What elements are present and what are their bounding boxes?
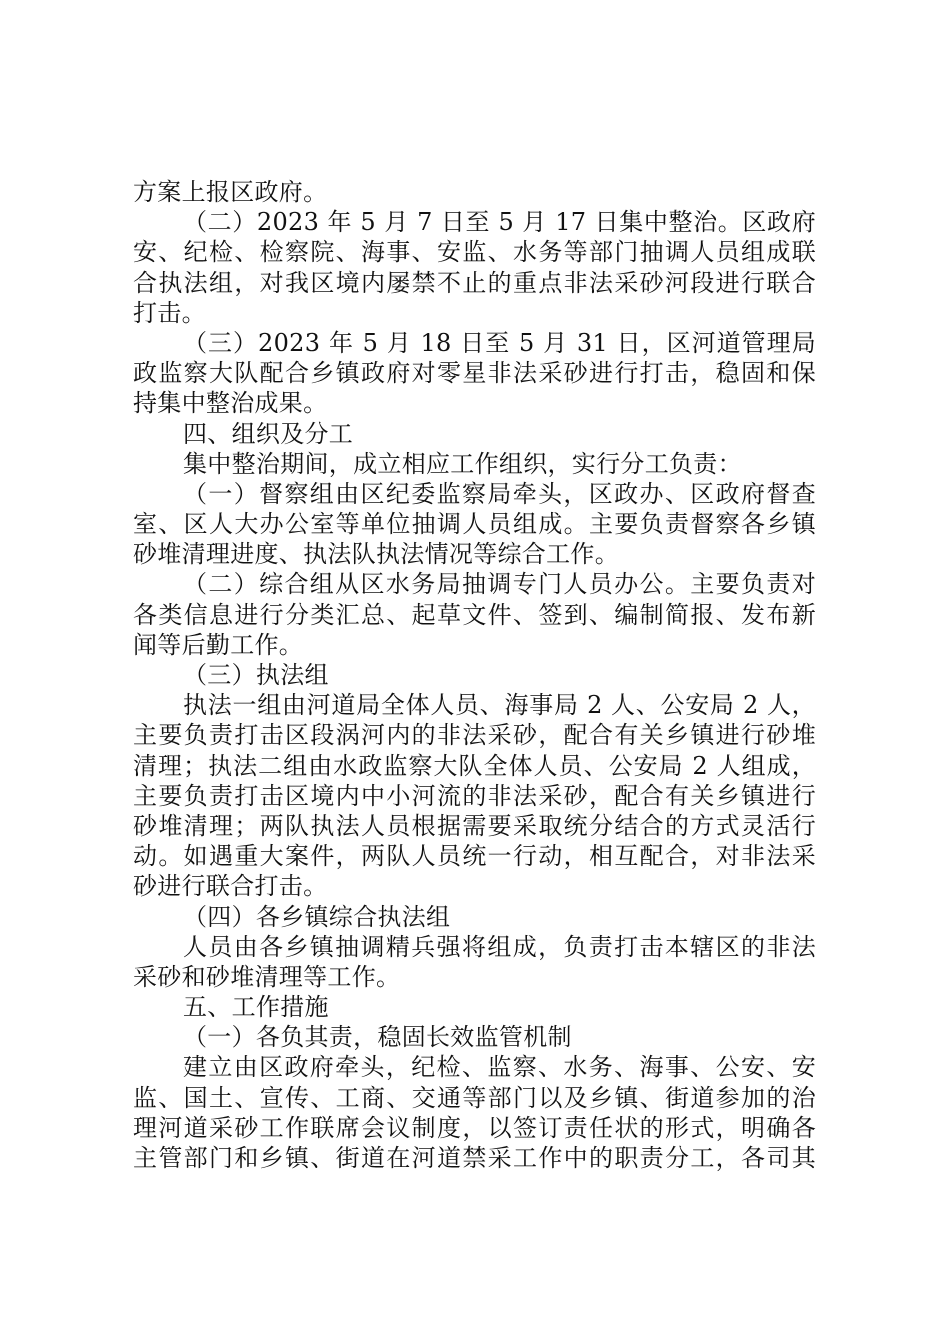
text-line: 理河道采砂工作联席会议制度，以签订责任状的形式，明确各 [133,1113,816,1142]
text-line: 砂进行联合打击。 [133,872,328,901]
text-line: 砂堆清理；两队执法人员根据需要采取统分结合的方式灵活行 [133,811,816,840]
text-line: 清理；执法二组由水政监察大队全体人员、公安局 2 人组成， [133,751,816,780]
text-line: 主要负责打击区境内中小河流的非法采砂，配合有关乡镇进行 [133,781,816,810]
text-line: 四、组织及分工 [183,419,354,448]
text-line: 主要负责打击区段涡河内的非法采砂，配合有关乡镇进行砂堆 [133,721,816,750]
text-line: 安、纪检、检察院、海事、安监、水务等部门抽调人员组成联 [133,238,816,267]
text-line: 打击。 [133,298,206,327]
text-line: 持集中整治成果。 [133,389,328,418]
text-line: 人员由各乡镇抽调精兵强将组成，负责打击本辖区的非法 [183,932,816,961]
text-line: 方案上报区政府。 [133,178,328,206]
text-line: 集中整治期间，成立相应工作组织，实行分工负责： [183,449,742,478]
text-line: （三）2023 年 5 月 18 日至 5 月 31 日，区河道管理局 [183,328,816,357]
text-line: 采砂和砂堆清理等工作。 [133,962,401,991]
text-line: 主管部门和乡镇、街道在河道禁采工作中的职责分工，各司其 [133,1144,816,1172]
text-line: 合执法组，对我区境内屡禁不止的重点非法采砂河段进行联合 [133,268,816,297]
text-line: （一）督察组由区纪委监察局牵头，区政办、区政府督查 [183,479,816,508]
text-line: 五、工作措施 [183,993,329,1022]
text-line: （一）各负其责，稳固长效监管机制 [183,1023,572,1052]
text-line: 各类信息进行分类汇总、起草文件、签到、编制简报、发布新 [133,600,816,629]
text-line: （三）执法组 [183,661,329,689]
text-line: 执法一组由河道局全体人员、海事局 2 人、公安局 2 人， [183,691,816,720]
text-line: 监、国土、宣传、工商、交通等部门以及乡镇、街道参加的治 [133,1083,816,1112]
text-line: （二）2023 年 5 月 7 日至 5 月 17 日集中整治。区政府 [183,208,816,237]
text-line: （四）各乡镇综合执法组 [183,902,451,931]
text-line: 闻等后勤工作。 [133,630,304,659]
document-body [133,177,816,1173]
text-line: （二）综合组从区水务局抽调专门人员办公。主要负责对 [183,570,816,599]
text-line: 建立由区政府牵头，纪检、监察、水务、海事、公安、安 [183,1053,816,1082]
text-line: 动。如遇重大案件，两队人员统一行动，相互配合，对非法采 [133,842,816,871]
text-line: 砂堆清理进度、执法队执法情况等综合工作。 [133,540,619,569]
text-line: 政监察大队配合乡镇政府对零星非法采砂进行打击，稳固和保 [133,359,816,388]
text-line: 室、区人大办公室等单位抽调人员组成。主要负责督察各乡镇 [133,510,816,539]
